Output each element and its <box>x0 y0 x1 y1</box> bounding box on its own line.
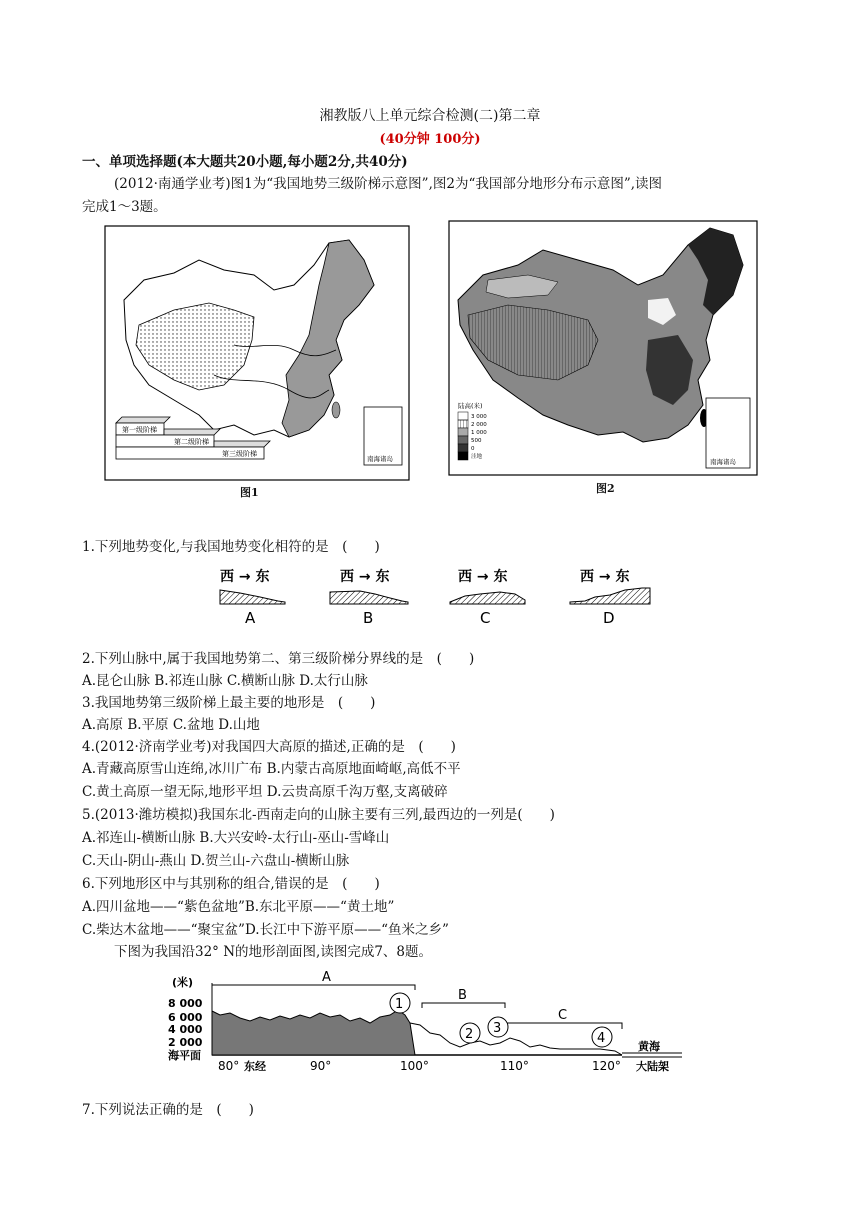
sea-label: 黄海 <box>638 1040 660 1053</box>
option-d-profile[interactable] <box>570 568 650 627</box>
question-2-stem: 2.下列山脉中,属于我国地势第二、第三级阶梯分界线的是 ( ) <box>82 651 475 667</box>
question-6-options-1: A.四川盆地——“紫色盆地”B.东北平原——“黄土地” <box>82 899 395 915</box>
direction-label: 西 → 东 <box>220 569 270 585</box>
question-7-stem: 7.下列说法正确的是 ( ) <box>82 1102 254 1118</box>
marker-2: 2 <box>465 1027 474 1042</box>
inset-label: 南海诸岛 <box>710 458 736 466</box>
intro-line-1: (2012·南通学业考)图1为“我国地势三级阶梯示意图”,图2为“我国部分地形分布示意图”,读图 <box>114 176 663 192</box>
legend-item: 3 000 <box>471 414 487 420</box>
question-2-options: A.昆仑山脉 B.祁连山脉 C.横断山脉 D.太行山脉 <box>82 673 368 689</box>
x-tick: 100° <box>400 1059 429 1073</box>
step-3-label: 第三级阶梯 <box>222 450 257 458</box>
question-4-stem: 4.(2012·济南学业考)对我国四大高原的描述,正确的是 ( ) <box>82 739 456 755</box>
legend-item: 2 000 <box>471 422 487 428</box>
intro-line-2: 完成1～3题。 <box>82 199 167 215</box>
question-5-options-2: C.天山-阴山-燕山 D.贺兰山-六盘山-横断山脉 <box>82 853 350 869</box>
page-title: 湘教版八上单元综合检测(二)第二章 <box>319 108 541 124</box>
y-tick: 海平面 <box>168 1049 201 1062</box>
direction-label: 西 → 东 <box>580 569 630 585</box>
question-1-options-diagram <box>210 566 670 628</box>
direction-label: 西 → 东 <box>340 569 390 585</box>
option-label: D <box>603 609 615 627</box>
section-heading: 一、单项选择题(本大题共20小题,每小题2分,共40分) <box>82 154 408 170</box>
legend-item: 0 <box>471 446 475 452</box>
x-tick: 90° <box>310 1059 332 1073</box>
question-1-stem: 1.下列地势变化,与我国地势变化相符的是 ( ) <box>82 539 380 555</box>
y-tick: 2 000 <box>168 1036 203 1049</box>
option-label: C <box>480 609 491 627</box>
marker-1: 1 <box>395 997 404 1012</box>
question-6-stem: 6.下列地形区中与其别称的组合,错误的是 ( ) <box>82 876 380 892</box>
legend-item: 1 000 <box>471 430 487 436</box>
figure-2-landform-map <box>448 220 758 476</box>
option-c-profile[interactable] <box>450 568 525 627</box>
x-tick: 东经 <box>244 1060 266 1073</box>
option-label: B <box>363 609 374 627</box>
question-3-options: A.高原 B.平原 C.盆地 D.山地 <box>82 717 260 733</box>
x-tick: 110° <box>500 1059 529 1073</box>
legend-item: 洼地 <box>471 454 483 460</box>
section-b-label: B <box>458 988 467 1003</box>
question-6-options-2: C.柴达木盆地——“聚宝盆”D.长江中下游平原——“鱼米之乡” <box>82 922 449 938</box>
legend-title: 陆高(米) <box>458 402 483 410</box>
y-tick: 6 000 <box>168 1011 203 1024</box>
figure-2-caption: 图2 <box>596 482 615 495</box>
inset-label: 南海诸岛 <box>367 455 393 463</box>
marker-4: 4 <box>597 1031 606 1046</box>
question-4-options-2: C.黄土高原一望无际,地形平坦 D.云贵高原千沟万壑,支离破碎 <box>82 784 448 800</box>
direction-label: 西 → 东 <box>458 569 508 585</box>
section-c-label: C <box>558 1008 568 1023</box>
legend-item: 500 <box>471 438 482 444</box>
option-b-profile[interactable] <box>330 568 408 627</box>
y-tick: 8 000 <box>168 997 203 1010</box>
y-unit-label: (米) <box>172 976 194 989</box>
marker-3: 3 <box>493 1021 502 1036</box>
terrain-profile-32n <box>160 963 700 1078</box>
x-tick: 80° <box>218 1059 240 1073</box>
figure-1-terrain-steps-map <box>104 225 410 481</box>
option-a-profile[interactable] <box>220 568 285 627</box>
question-4-options-1: A.青藏高原雪山连绵,冰川广布 B.内蒙古高原地面崎岖,高低不平 <box>82 761 461 777</box>
section-a-label: A <box>322 970 331 985</box>
profile-intro: 下图为我国沿32° N的地形剖面图,读图完成7、8题。 <box>114 944 433 960</box>
step-1-label: 第一级阶梯 <box>122 426 157 434</box>
question-5-options-1: A.祁连山-横断山脉 B.大兴安岭-太行山-巫山-雪峰山 <box>82 830 390 846</box>
question-3-stem: 3.我国地势第三级阶梯上最主要的地形是 ( ) <box>82 695 376 711</box>
figure-1-caption: 图1 <box>240 486 259 499</box>
shelf-label: 大陆架 <box>636 1060 669 1073</box>
page-subtitle: (40分钟 100分) <box>379 132 481 147</box>
step-2-label: 第二级阶梯 <box>174 438 209 446</box>
y-tick: 4 000 <box>168 1023 203 1036</box>
question-5-stem: 5.(2013·潍坊模拟)我国东北-西南走向的山脉主要有三列,最西边的一列是( ) <box>82 807 555 823</box>
option-label: A <box>245 609 256 627</box>
x-tick: 120° <box>592 1059 621 1073</box>
